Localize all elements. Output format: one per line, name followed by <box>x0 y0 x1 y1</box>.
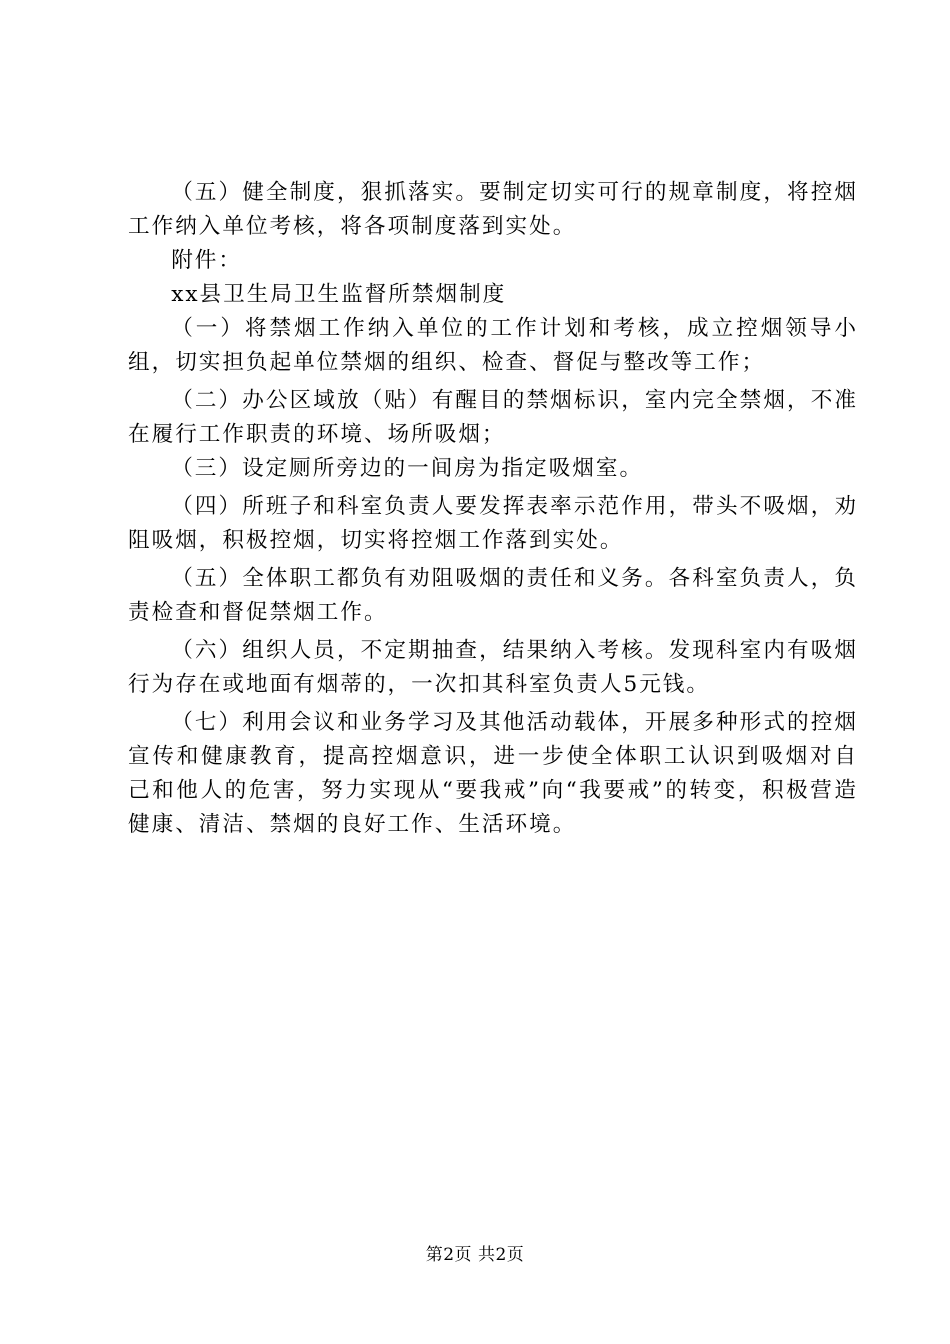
paragraph-rule-2: （二）办公区域放（贴）有醒目的禁烟标识，室内完全禁烟，不准在履行工作职责的环境、场所吸烟； <box>128 388 858 447</box>
paragraph-rule-3: （三）设定厕所旁边的一间房为指定吸烟室。 <box>171 456 644 481</box>
paragraph-rule-4: （四）所班子和科室负责人要发挥表率示范作用，带头不吸烟，劝阻吸烟，积极控烟，切实将控烟工作落到实处。 <box>128 494 858 553</box>
paragraph-rule-1: （一）将禁烟工作纳入单位的工作计划和考核，成立控烟领导小组，切实担负起单位禁烟的组织、检查、督促与整改等工作； <box>128 316 858 375</box>
page-footer: 第2页 共2页 <box>425 1245 525 1265</box>
attachment-title: xx县卫生局卫生监督所禁烟制度 <box>171 282 507 307</box>
attachment-label: 附件： <box>171 248 242 273</box>
paragraph-regulation-5: （五）健全制度，狠抓落实。要制定切实可行的规章制度，将控烟工作纳入单位考核，将各项制度落到实处。 <box>128 180 858 239</box>
paragraph-rule-6: （六）组织人员，不定期抽查，结果纳入考核。发现科室内有吸烟行为存在或地面有烟蒂的，一次扣其科室负责人5元钱。 <box>128 638 858 697</box>
document-body <box>128 176 858 842</box>
paragraph-rule-5: （五）全体职工都负有劝阻吸烟的责任和义务。各科室负责人，负责检查和督促禁烟工作。 <box>128 566 858 625</box>
paragraph-rule-7: （七）利用会议和业务学习及其他活动载体，开展多种形式的控烟宣传和健康教育，提高控烟意识，进一步使全体职工认识到吸烟对自己和他人的危害，努力实现从“要我戒”向“我要戒”的转变，积极营造健康、清洁、禁烟的良好工作、生活环境。 <box>128 710 858 837</box>
